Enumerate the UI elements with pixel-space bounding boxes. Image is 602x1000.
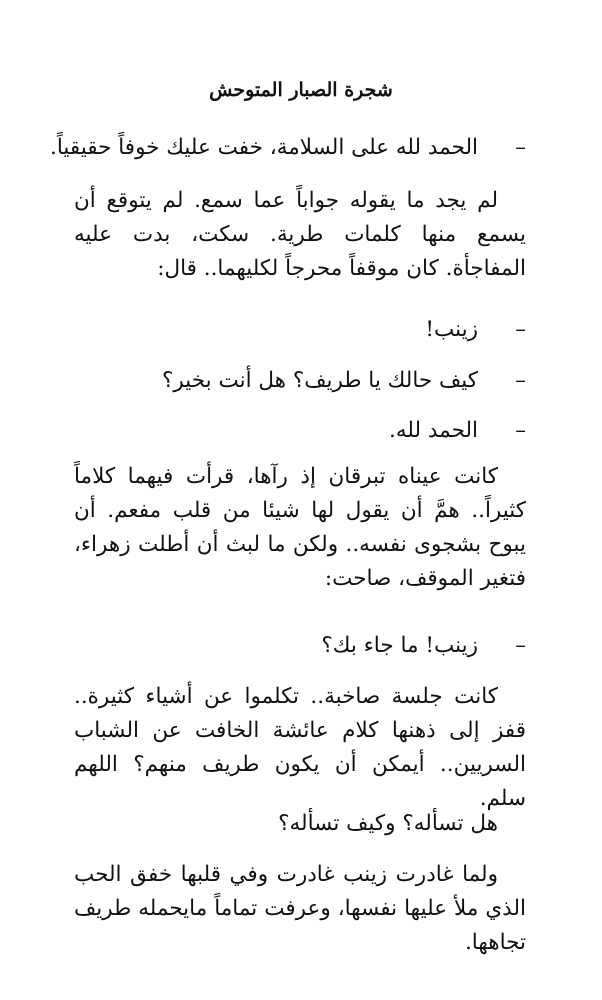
paragraph [74, 807, 526, 841]
dialog-dash: – [515, 418, 526, 443]
paragraph [74, 184, 526, 286]
paragraph-text: هل تسأله؟ وكيف تسأله؟ [278, 811, 498, 836]
dialog-text: زينب! [425, 317, 478, 342]
dialog-line [74, 364, 526, 398]
paragraph [74, 680, 526, 816]
dialog-line [50, 131, 526, 165]
dialog-text: زينب! ما جاء بك؟ [321, 633, 478, 658]
dialog-dash: – [515, 317, 526, 342]
page-title: شجرة الصبار المتوحش [209, 79, 393, 101]
paragraph-text: كانت عيناه تبرقان إذ رآها، قرأت فيهما كلاماً كثيراً.. همَّ أن يقول لها شيئا من قلب مفعم. أن يبوح بشجوى نفسه.. ولكن ما لبث أن أطلت زهراء، فتغير الموقف، صاحت: [74, 464, 526, 591]
dialog-dash: – [515, 633, 526, 658]
dialog-line [74, 629, 526, 663]
paragraph [74, 858, 526, 960]
dialog-line [74, 414, 526, 448]
dialog-dash: – [515, 368, 526, 393]
paragraph [74, 460, 526, 596]
paragraph-text: ولما غادرت زينب غادرت وفي قلبها خفق الحب الذي ملأ عليها نفسها، وعرفت تماماً مايحمله طريف تجاهها. [74, 862, 526, 955]
dialog-text: كيف حالك يا طريف؟ هل أنت بخير؟ [162, 368, 478, 393]
paragraph-text: لم يجد ما يقوله جواباً عما سمع. لم يتوقع أن يسمع منها كلمات طرية. سكت، بدت عليه المفاجأة. كان موقفاً محرجاً لكليهما.. قال: [74, 188, 526, 281]
paragraph-text: كانت جلسة صاخبة.. تكلموا عن أشياء كثيرة.. قفز إلى ذهنها كلام عائشة الخافت عن الشباب السريين.. أيمكن أن يكون طريف منهم؟ اللهم سلم. [74, 684, 526, 811]
dialog-text: الحمد لله على السلامة، خفت عليك خوفاً حقيقياً. [50, 135, 478, 160]
dialog-text: الحمد لله. [389, 418, 478, 443]
dialog-line [74, 313, 526, 347]
dialog-dash: – [515, 135, 526, 160]
